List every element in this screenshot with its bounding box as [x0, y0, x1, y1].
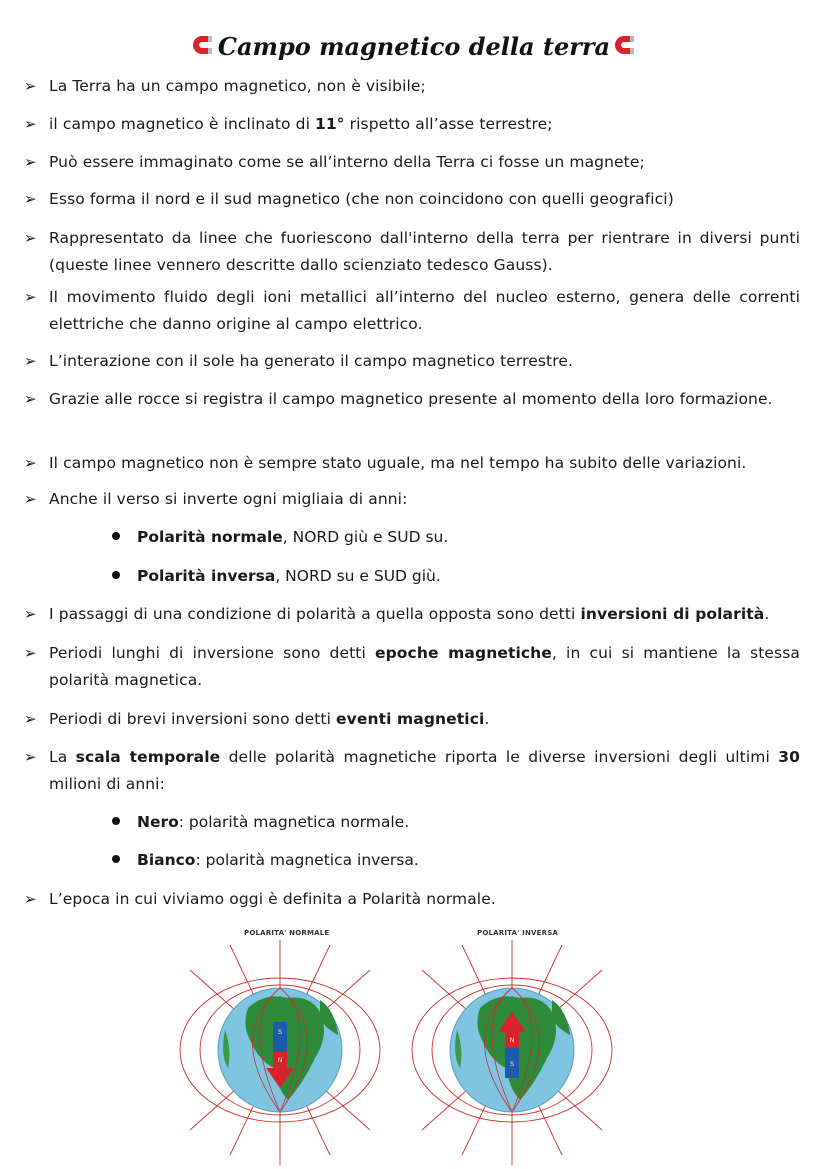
title-text: Campo magnetico della terra [217, 32, 611, 61]
magnet-south [273, 1022, 287, 1052]
list-item [24, 744, 800, 798]
pole-label-s: S [509, 1062, 515, 1068]
list-item [24, 640, 800, 694]
bullet-text: L’epoca in cui viviamo oggi è definita a Polarità normale. [49, 890, 496, 908]
sub-list-item: Bianco: polarità magnetica inversa. [112, 847, 419, 874]
list-item [24, 225, 800, 279]
globe-inverse-polarity [402, 940, 622, 1165]
arrowhead-icon: ➢ [24, 710, 37, 728]
bullet-text: Periodi lunghi di inversione sono detti epoche magnetiche, in cui si mantiene la stessa polarità magnetica. [49, 644, 800, 689]
sub-list-item: Polarità inversa, NORD su e SUD giù. [112, 563, 441, 590]
list-item [24, 73, 800, 100]
arrowhead-icon: ➢ [24, 490, 37, 508]
arrowhead-icon: ➢ [24, 390, 37, 408]
bullet-dot-icon [112, 817, 120, 825]
list-item [24, 348, 800, 375]
list-item [24, 111, 800, 138]
arrowhead-icon: ➢ [24, 352, 37, 370]
arrowhead-icon: ➢ [24, 77, 37, 95]
arrowhead-icon: ➢ [24, 288, 37, 306]
bullet-text: Il movimento fluido degli ioni metallici all’interno del nucleo esterno, genera delle correnti elettriche che danno origine al campo elettrico. [49, 288, 800, 333]
page-title [0, 30, 828, 66]
arrowhead-icon: ➢ [24, 890, 37, 908]
arrowhead-icon: ➢ [24, 605, 37, 623]
pole-label-n: N [509, 1038, 515, 1044]
magnet-icon [190, 32, 216, 66]
list-item [24, 386, 800, 413]
figure-label-normal: POLARITA' NORMALE [244, 929, 330, 937]
list-item [24, 706, 800, 733]
arrowhead-icon: ➢ [24, 153, 37, 171]
arrowhead-icon: ➢ [24, 748, 37, 766]
figure-label-inverse: POLARITA' INVERSA [477, 929, 559, 937]
bullet-dot-icon [112, 855, 120, 863]
bullet-text: L’interazione con il sole ha generato il campo magnetico terrestre. [49, 352, 574, 370]
list-item [24, 149, 800, 176]
list-item [24, 601, 800, 628]
bullet-text: il campo magnetico è inclinato di 11° rispetto all’asse terrestre; [49, 115, 553, 133]
bullet-text: I passaggi di una condizione di polarità a quella opposta sono detti inversioni di polarità. [49, 605, 770, 623]
arrowhead-icon: ➢ [24, 115, 37, 133]
arrowhead-icon: ➢ [24, 229, 37, 247]
bullet-text: Il campo magnetico non è sempre stato uguale, ma nel tempo ha subito delle variazioni. [49, 454, 747, 472]
bullet-text: La Terra ha un campo magnetico, non è visibile; [49, 77, 426, 95]
list-item [24, 450, 800, 477]
globe-normal-polarity [170, 940, 390, 1165]
arrowhead-icon: ➢ [24, 190, 37, 208]
list-item [24, 886, 800, 913]
pole-label-n: N [277, 1058, 283, 1064]
sub-list-item: Nero: polarità magnetica normale. [112, 809, 409, 836]
bullet-dot-icon [112, 532, 120, 540]
magnet-icon [612, 32, 638, 66]
arrowhead-icon: ➢ [24, 644, 37, 662]
sub-list-item: Polarità normale, NORD giù e SUD su. [112, 524, 448, 551]
bullet-text: Grazie alle rocce si registra il campo magnetico presente al momento della loro formazione. [49, 390, 773, 408]
bullet-text: Esso forma il nord e il sud magnetico (che non coincidono con quelli geografici) [49, 190, 674, 208]
bullet-text: Può essere immaginato come se all’interno della Terra ci fosse un magnete; [49, 153, 645, 171]
list-item [24, 284, 800, 338]
bullet-text: Rappresentato da linee che fuoriescono dall'interno della terra per rientrare in diversi punti (queste linee vennero descritte dallo scienziato tedesco Gauss). [49, 229, 800, 274]
bullet-text: Periodi di brevi inversioni sono detti eventi magnetici. [49, 710, 490, 728]
list-item [24, 486, 800, 513]
pole-label-s: S [277, 1030, 283, 1036]
bullet-text: Anche il verso si inverte ogni migliaia di anni: [49, 490, 408, 508]
arrowhead-icon: ➢ [24, 454, 37, 472]
bullet-dot-icon [112, 571, 120, 579]
list-item [24, 186, 800, 213]
bullet-text: La scala temporale delle polarità magnetiche riporta le diverse inversioni degli ultimi 30 milioni di anni: [49, 748, 800, 793]
